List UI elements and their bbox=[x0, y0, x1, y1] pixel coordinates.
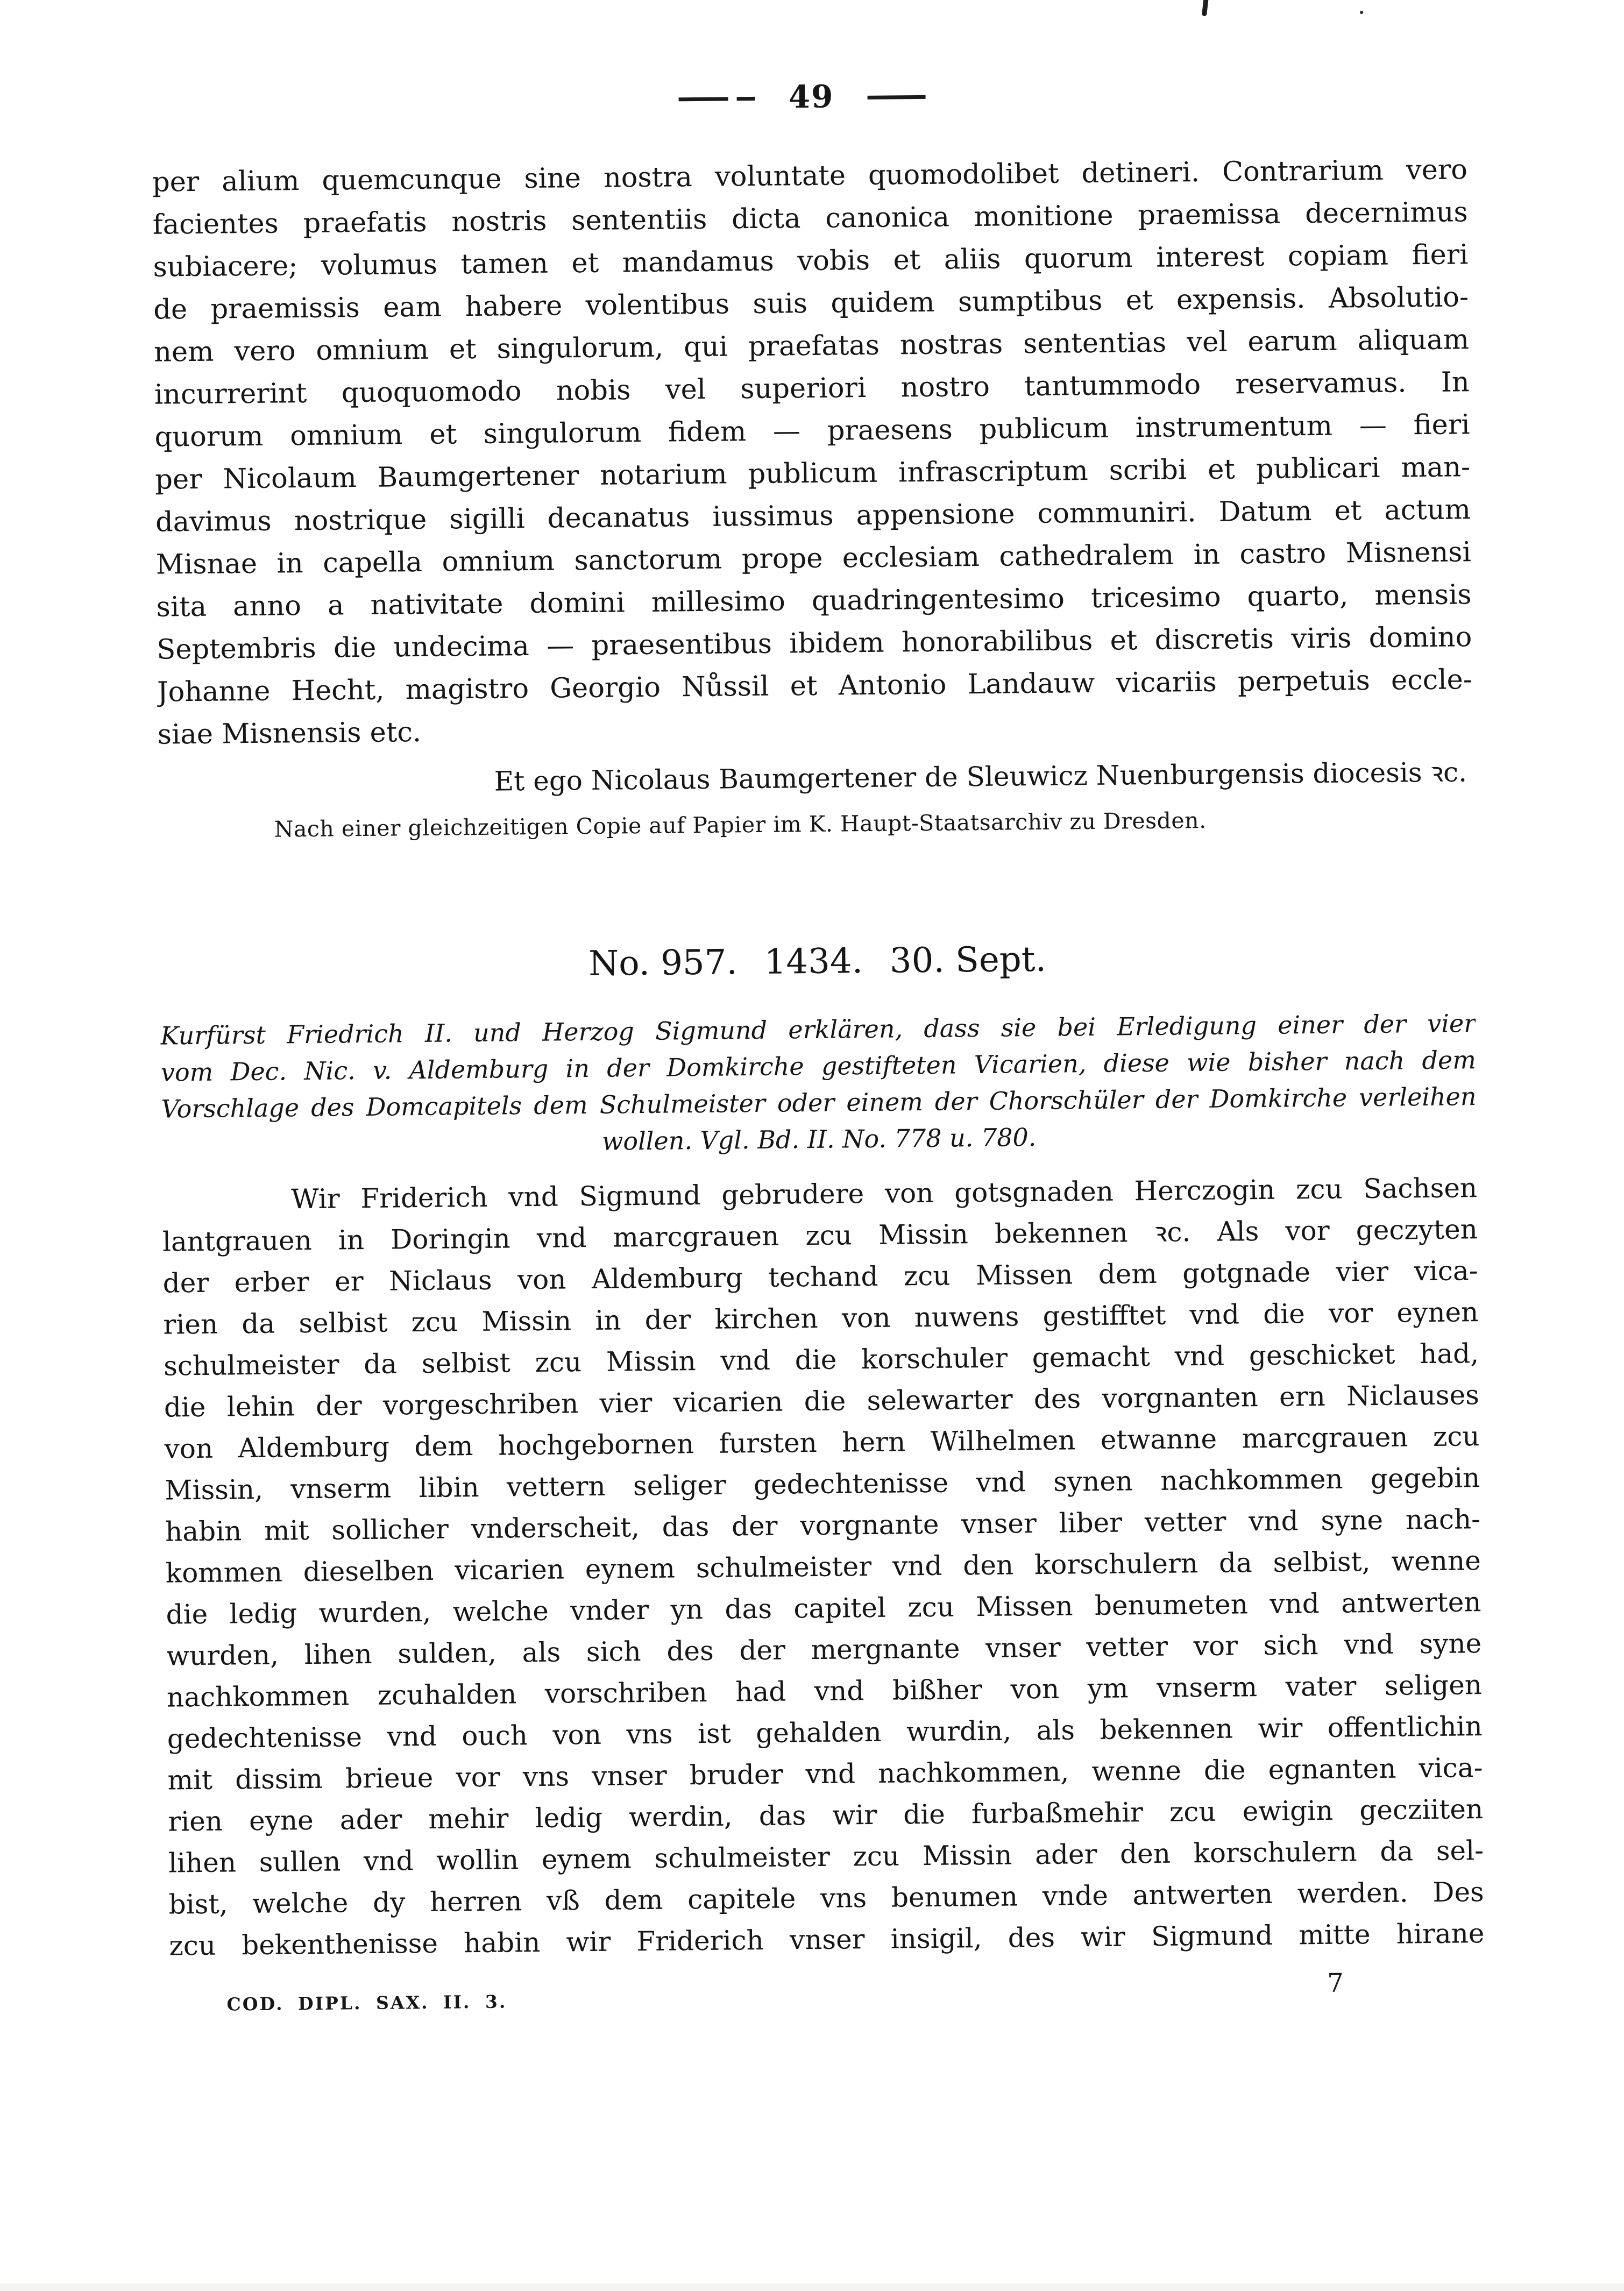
text-line: gedechtenisse vnd ouch von vns ist gehalden wurdin, als bekennen wir offentlichin bbox=[167, 1711, 1483, 1755]
text-line: zcu bekenthenisse habin wir Friderich vnser insigil, des wir Sigmund mitte hirane bbox=[169, 1918, 1485, 1962]
text-line: Wir Friderich vnd Sigmund gebrudere von gotsgnaden Herczogin zcu Sachsen bbox=[290, 1172, 1478, 1215]
series-signature: COD. DIPL. SAX. II. 3. bbox=[226, 1991, 507, 2015]
text-line: rien eyne ader mehir ledig werdin, das wir die furbaßmehir zcu ewigin gecziiten bbox=[168, 1793, 1484, 1838]
text-line: per alium quemcunque sine nostra voluntate quomodolibet detineri. Contrarium vero bbox=[152, 154, 1468, 198]
text-line: von Aldemburg dem hochgebornen fursten hern Wilhelmen etwanne marcgrauen zcu bbox=[164, 1421, 1480, 1465]
regest-line: vom Dec. Nic. v. Aldemburg in der Domkirche gestifteten Vicarien, diese wie bisher nach dem bbox=[160, 1045, 1477, 1087]
text-line: bist, welche dy herren vß dem capitele vns benumen vnde antwerten werden. Des bbox=[168, 1876, 1484, 1920]
charter-date: 30. Sept. bbox=[889, 939, 1047, 981]
text-line: facientes praefatis nostris sententiis dicta canonica monitione praemissa decernimus bbox=[152, 196, 1468, 241]
page-header bbox=[0, 71, 1614, 123]
text-line: quorum omnium et singulorum fidem — praesens publicum instrumentum — fieri bbox=[154, 409, 1470, 453]
text-line: kommen dieselben vicarien eynem schulmeister vnd den korschulern da selbist, wenne bbox=[165, 1545, 1481, 1589]
charter-heading bbox=[160, 934, 1476, 989]
text-line: die ledig wurden, welche vnder yn das capitel zcu Missen benumeten vnd antwerten bbox=[166, 1586, 1481, 1630]
text-line: nachkommen zcuhalden vorschriben had vnd bißher von ym vnserm vater seligen bbox=[166, 1669, 1483, 1713]
text-line: siae Misnensis etc. bbox=[157, 716, 422, 751]
charter-year: 1434. bbox=[764, 941, 863, 982]
regest-line: Kurfürst Friedrich II. und Herzog Sigmund erklären, dass sie bei Erledigung einer der vier bbox=[160, 1009, 1476, 1051]
charter-number: No. 957. bbox=[588, 942, 738, 984]
text-line: der erber er Niclaus von Aldemburg techand zcu Missen dem gotgnade vier vica- bbox=[162, 1255, 1478, 1299]
text-line: lantgrauen in Doringin vnd marcgrauen zcu Missin bekennen ꝛc. Als vor geczyten bbox=[162, 1214, 1478, 1258]
text-line: rien da selbist zcu Missin in der kirchen von nuwens gestifftet vnd die vor eynen bbox=[163, 1296, 1479, 1340]
header-rule-left-short bbox=[737, 96, 755, 100]
sheet-number: 7 bbox=[1327, 1968, 1344, 1998]
text-line: Missin, vnserm libin vettern seliger gedechtenisse vnd synen nachkommen gegebin bbox=[165, 1462, 1480, 1506]
text-line: Johanne Hecht, magistro Georgio Nůssil et Antonio Landauw vicariis perpetuis eccle- bbox=[157, 664, 1473, 708]
latin-charter-continuation bbox=[152, 148, 1473, 756]
text-line: mit dissim brieue vor vns vnser bruder vnd nachkommen, wenne die egnanten vica- bbox=[167, 1752, 1483, 1796]
text-line: Septembris die undecima — praesentibus ibidem honorabilibus et discretis viris domino bbox=[157, 621, 1472, 666]
ink-speck-artifact bbox=[1202, 0, 1209, 16]
text-line: incurrerint quoquomodo nobis vel superiori nostro tantummodo reservamus. In bbox=[154, 366, 1470, 411]
page-number: 49 bbox=[788, 78, 834, 116]
text-line: davimus nostrique sigilli decanatus iussimus appensione communiri. Datum et actum bbox=[155, 494, 1471, 538]
text-line: de praemissis eam habere volentibus suis quidem sumptibus et expensis. Absolutio- bbox=[153, 281, 1469, 326]
text-line: habin mit sollicher vnderscheit, das der vorgnante vnser liber vetter vnd syne nach- bbox=[165, 1503, 1481, 1548]
text-line: per Nicolaum Baumgertener notarium publicum infrascriptum scribi et publicari man- bbox=[155, 451, 1471, 496]
source-note: Nach einer gleichzeitigen Copie auf Papier im K. Haupt-Staatsarchiv zu Dresden. bbox=[274, 807, 1207, 842]
text-line: wurden, lihen sulden, als sich des der mergnante vnser vetter vor sich vnd syne bbox=[166, 1628, 1482, 1672]
notary-subscription: Et ego Nicolaus Baumgertener de Sleuwicz Nuenburgensis diocesis ꝛc. bbox=[494, 756, 1467, 797]
text-line: lihen sullen vnd wollin eynem schulmeister zcu Missin ader den korschulern da sel- bbox=[168, 1835, 1484, 1879]
ink-dot-artifact bbox=[1360, 11, 1363, 14]
text-line: Misnae in capella omnium sanctorum prope ecclesiam cathedralem in castro Misnensi bbox=[155, 536, 1472, 581]
regest-line: Vorschlage des Domcapitels dem Schulmeister oder einem der Chorschüler der Domkirche verleihen bbox=[161, 1082, 1477, 1124]
regest-line: wollen. Vgl. Bd. II. No. 778 u. 780. bbox=[601, 1123, 1037, 1156]
charter-text bbox=[162, 1167, 1485, 1967]
charter-regest bbox=[160, 1005, 1477, 1164]
text-line: nem vero omnium et singulorum, qui praefatas nostras sententias vel earum aliquam bbox=[153, 324, 1470, 368]
header-rule-right bbox=[867, 95, 925, 99]
header-rule-left bbox=[679, 97, 728, 101]
text-line: die lehin der vorgeschriben vier vicarien die selewarter des vorgnanten ern Niclauses bbox=[164, 1379, 1480, 1423]
text-line: subiacere; volumus tamen et mandamus vobis et aliis quorum interest copiam fieri bbox=[153, 239, 1469, 283]
text-line: schulmeister da selbist zcu Missin vnd die korschuler gemacht vnd geschicket had, bbox=[163, 1338, 1479, 1382]
text-line: sita anno a nativitate domini millesimo quadringentesimo tricesimo quarto, mensis bbox=[156, 579, 1472, 623]
